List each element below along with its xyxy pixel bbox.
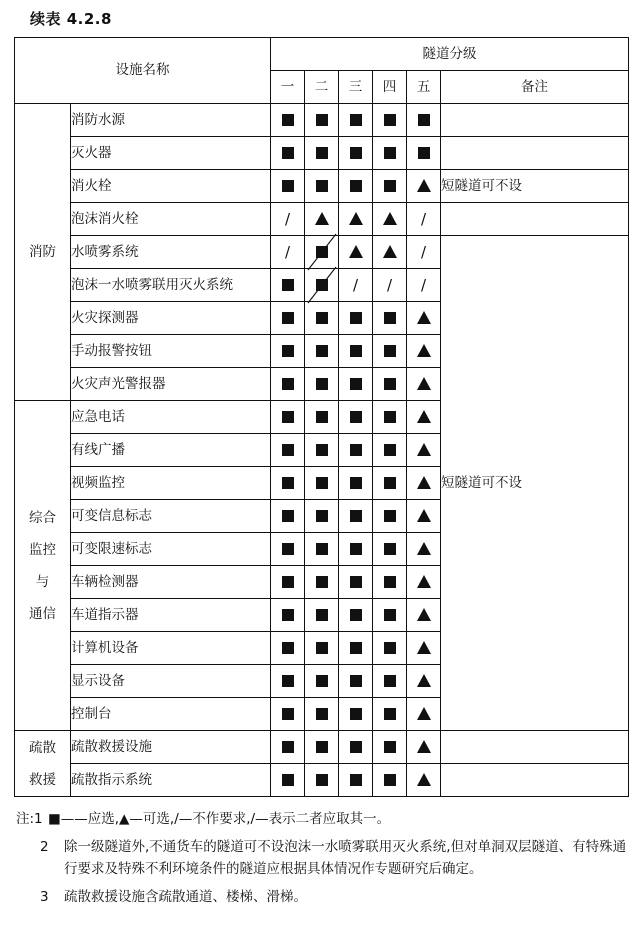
note-text: ■——应选,▲—可选,/—不作要求,/—表示二者应取其一。 [48, 811, 391, 827]
filled-square-icon [316, 345, 328, 357]
required-mark-cell [373, 599, 407, 632]
filled-square-icon [384, 741, 396, 753]
table-row [15, 170, 629, 203]
filled-square-icon [350, 675, 362, 687]
filled-triangle-icon [383, 212, 397, 225]
slash-icon: / [386, 275, 393, 294]
grade-header: 一 [271, 71, 305, 104]
filled-square-icon [282, 444, 294, 456]
required-mark-cell [271, 467, 305, 500]
filled-square-icon [282, 378, 294, 390]
required-mark-cell [373, 665, 407, 698]
filled-square-icon [316, 741, 328, 753]
required-mark-cell [339, 368, 373, 401]
required-mark-cell [373, 335, 407, 368]
optional-mark-cell [407, 302, 441, 335]
required-mark-cell [271, 731, 305, 764]
empty-remark-cell [441, 137, 629, 170]
empty-remark-cell [441, 104, 629, 137]
facility-name: 有线广播 [71, 434, 271, 467]
required-mark-cell [339, 335, 373, 368]
filled-square-icon [350, 345, 362, 357]
required-mark-cell [271, 302, 305, 335]
facility-name: 可变限速标志 [71, 533, 271, 566]
filled-square-icon [384, 477, 396, 489]
filled-square-icon [350, 609, 362, 621]
filled-square-icon [384, 576, 396, 588]
facility-name: 消防水源 [71, 104, 271, 137]
note-label: 注:1 [16, 811, 43, 827]
required-mark-cell [339, 731, 373, 764]
filled-square-icon [282, 708, 294, 720]
filled-square-icon [282, 609, 294, 621]
filled-square-icon [384, 510, 396, 522]
required-mark-cell [339, 137, 373, 170]
filled-square-icon [282, 675, 294, 687]
filled-square-icon [316, 675, 328, 687]
required-mark-cell [305, 104, 339, 137]
either-or-mark-cell [305, 269, 339, 302]
required-mark-cell [305, 170, 339, 203]
note-label: 2 [40, 839, 49, 855]
filled-triangle-icon [417, 509, 431, 522]
filled-square-icon [384, 378, 396, 390]
filled-square-icon [384, 774, 396, 786]
optional-mark-cell [407, 434, 441, 467]
filled-square-icon [282, 642, 294, 654]
filled-triangle-icon [417, 377, 431, 390]
required-mark-cell [305, 302, 339, 335]
required-mark-cell [271, 368, 305, 401]
filled-square-icon [282, 576, 294, 588]
filled-square-icon [384, 543, 396, 555]
filled-square-icon [384, 609, 396, 621]
filled-square-icon [282, 477, 294, 489]
filled-square-icon [350, 378, 362, 390]
filled-square-icon [282, 312, 294, 324]
required-mark-cell [339, 302, 373, 335]
required-mark-cell [339, 764, 373, 797]
not-required-mark-cell [407, 203, 441, 236]
required-mark-cell [305, 335, 339, 368]
category-monitoring-communication [15, 401, 71, 731]
facility-name: 泡沫消火栓 [71, 203, 271, 236]
required-mark-cell [305, 566, 339, 599]
filled-square-icon [282, 774, 294, 786]
optional-mark-cell [407, 566, 441, 599]
not-required-mark-cell [407, 269, 441, 302]
required-mark-cell [305, 500, 339, 533]
required-mark-cell [339, 104, 373, 137]
required-mark-cell [373, 302, 407, 335]
required-mark-cell [373, 533, 407, 566]
filled-triangle-icon [417, 344, 431, 357]
facility-name: 车辆检测器 [71, 566, 271, 599]
required-mark-cell [339, 500, 373, 533]
optional-mark-cell [407, 731, 441, 764]
filled-triangle-icon [417, 410, 431, 423]
filled-square-icon [282, 510, 294, 522]
facility-name: 显示设备 [71, 665, 271, 698]
required-mark-cell [373, 698, 407, 731]
required-mark-cell [373, 137, 407, 170]
grade-header: 四 [373, 71, 407, 104]
required-mark-cell [271, 434, 305, 467]
required-mark-cell [373, 764, 407, 797]
table-row [15, 764, 629, 797]
required-mark-cell [305, 434, 339, 467]
required-mark-cell [339, 566, 373, 599]
filled-square-icon [282, 147, 294, 159]
filled-square-icon [384, 114, 396, 126]
required-mark-cell [271, 401, 305, 434]
required-mark-cell [373, 500, 407, 533]
filled-square-icon [316, 147, 328, 159]
required-mark-cell [339, 533, 373, 566]
required-mark-cell [305, 368, 339, 401]
required-mark-cell [339, 434, 373, 467]
filled-square-icon [282, 411, 294, 423]
filled-square-icon [316, 576, 328, 588]
not-required-mark-cell [271, 203, 305, 236]
filled-square-icon [316, 477, 328, 489]
empty-remark-cell [441, 764, 629, 797]
required-mark-cell [305, 764, 339, 797]
required-mark-cell [305, 137, 339, 170]
filled-square-icon [350, 312, 362, 324]
note-text: 疏散救援设施含疏散通道、楼梯、滑梯。 [64, 889, 307, 905]
filled-triangle-icon [417, 311, 431, 324]
category-line: 监控 [29, 541, 56, 558]
filled-square-icon [316, 774, 328, 786]
table-row [15, 104, 629, 137]
filled-square-icon [316, 708, 328, 720]
table-row [15, 137, 629, 170]
facility-name: 泡沫一水喷雾联用灭火系统 [71, 269, 271, 302]
filled-square-icon [316, 444, 328, 456]
filled-triangle-icon [383, 245, 397, 258]
required-mark-cell [271, 137, 305, 170]
grade-header: 五 [407, 71, 441, 104]
filled-square-icon [316, 114, 328, 126]
required-mark-cell [373, 731, 407, 764]
category-line: 救援 [29, 771, 56, 788]
required-mark-cell [339, 632, 373, 665]
filled-triangle-icon [349, 245, 363, 258]
required-mark-cell [271, 335, 305, 368]
filled-square-icon [384, 411, 396, 423]
required-mark-cell [373, 170, 407, 203]
filled-square-icon [316, 543, 328, 555]
facility-name-header: 设施名称 [15, 38, 271, 104]
required-mark-cell [271, 665, 305, 698]
facility-name: 疏散救援设施 [71, 731, 271, 764]
not-required-mark-cell [339, 269, 373, 302]
required-mark-cell [373, 434, 407, 467]
optional-mark-cell [339, 236, 373, 269]
filled-square-icon [418, 147, 430, 159]
filled-square-icon [350, 708, 362, 720]
slash-icon: / [420, 242, 427, 261]
filled-triangle-icon [417, 179, 431, 192]
optional-mark-cell [407, 599, 441, 632]
required-mark-cell [305, 467, 339, 500]
required-mark-cell [339, 665, 373, 698]
filled-triangle-icon [417, 443, 431, 456]
required-mark-cell [271, 566, 305, 599]
required-mark-cell [339, 698, 373, 731]
filled-square-icon [316, 378, 328, 390]
filled-square-icon [384, 345, 396, 357]
filled-square-icon [282, 741, 294, 753]
required-mark-cell [407, 137, 441, 170]
empty-remark-cell [441, 203, 629, 236]
filled-square-icon [384, 180, 396, 192]
slash-icon: / [420, 209, 427, 228]
optional-mark-cell [407, 533, 441, 566]
optional-mark-cell [305, 203, 339, 236]
either-or-slash-icon [302, 267, 342, 303]
required-mark-cell [271, 599, 305, 632]
table-row [15, 236, 629, 269]
required-mark-cell [271, 632, 305, 665]
optional-mark-cell [373, 236, 407, 269]
filled-square-icon [350, 477, 362, 489]
filled-square-icon [350, 114, 362, 126]
required-mark-cell [407, 104, 441, 137]
filled-square-icon [350, 444, 362, 456]
category-evacuation-rescue [15, 731, 71, 797]
category-fire: 消防 [15, 104, 71, 401]
facility-name: 控制台 [71, 698, 271, 731]
filled-triangle-icon [417, 674, 431, 687]
facility-name: 应急电话 [71, 401, 271, 434]
required-mark-cell [305, 533, 339, 566]
note-text: 除一级隧道外,不通货车的隧道可不设泡沫一水喷雾联用灭火系统,但对单洞双层隧道、有特殊通行要求及特殊不利环境条件的隧道应根据具体情况作专题研究后确定。 [64, 839, 627, 877]
facility-name: 可变信息标志 [71, 500, 271, 533]
tunnel-grading-header: 隧道分级 [271, 38, 629, 71]
required-mark-cell [305, 632, 339, 665]
filled-square-icon [316, 411, 328, 423]
required-mark-cell [373, 566, 407, 599]
optional-mark-cell [407, 170, 441, 203]
note-label: 3 [40, 889, 49, 905]
filled-triangle-icon [417, 641, 431, 654]
filled-square-icon [350, 510, 362, 522]
required-mark-cell [373, 401, 407, 434]
required-mark-cell [305, 731, 339, 764]
filled-triangle-icon [417, 575, 431, 588]
required-mark-cell [373, 368, 407, 401]
filled-square-icon [350, 642, 362, 654]
facility-name: 计算机设备 [71, 632, 271, 665]
slash-icon: / [284, 242, 291, 261]
optional-mark-cell [407, 764, 441, 797]
filled-square-icon [350, 774, 362, 786]
filled-triangle-icon [349, 212, 363, 225]
filled-square-icon [350, 741, 362, 753]
facility-name: 火灾探测器 [71, 302, 271, 335]
empty-remark-cell [441, 731, 629, 764]
facility-name: 水喷雾系统 [71, 236, 271, 269]
filled-square-icon [350, 543, 362, 555]
required-mark-cell [373, 467, 407, 500]
required-mark-cell [373, 104, 407, 137]
filled-square-icon [384, 708, 396, 720]
required-mark-cell [305, 698, 339, 731]
facility-grading-table [14, 37, 629, 797]
required-mark-cell [305, 599, 339, 632]
optional-mark-cell [407, 698, 441, 731]
required-mark-cell [305, 665, 339, 698]
filled-square-icon [350, 411, 362, 423]
filled-square-icon [282, 279, 294, 291]
required-mark-cell [339, 467, 373, 500]
facility-name: 火灾声光警报器 [71, 368, 271, 401]
note-2 [16, 836, 628, 880]
table-notes [16, 808, 628, 908]
filled-square-icon [282, 114, 294, 126]
filled-square-icon [316, 510, 328, 522]
optional-mark-cell [407, 632, 441, 665]
filled-square-icon [282, 180, 294, 192]
filled-triangle-icon [417, 773, 431, 786]
category-line: 疏散 [29, 739, 56, 756]
optional-mark-cell [407, 665, 441, 698]
required-mark-cell [305, 401, 339, 434]
remark-cell: 短隧道可不设 [441, 236, 629, 731]
filled-square-icon [350, 576, 362, 588]
filled-square-icon [384, 675, 396, 687]
facility-name: 灭火器 [71, 137, 271, 170]
filled-square-icon [282, 543, 294, 555]
table-row [15, 203, 629, 236]
optional-mark-cell [407, 467, 441, 500]
grade-header: 二 [305, 71, 339, 104]
slash-icon: / [352, 275, 359, 294]
filled-square-icon [350, 180, 362, 192]
filled-square-icon [350, 147, 362, 159]
facility-name: 消火栓 [71, 170, 271, 203]
table-row [15, 731, 629, 764]
optional-mark-cell [407, 368, 441, 401]
optional-mark-cell [407, 335, 441, 368]
filled-square-icon [316, 609, 328, 621]
filled-square-icon [384, 444, 396, 456]
filled-square-icon [316, 642, 328, 654]
required-mark-cell [271, 170, 305, 203]
filled-square-icon [418, 114, 430, 126]
filled-square-icon [384, 642, 396, 654]
required-mark-cell [271, 269, 305, 302]
not-required-mark-cell [271, 236, 305, 269]
required-mark-cell [339, 599, 373, 632]
filled-triangle-icon [417, 476, 431, 489]
filled-triangle-icon [417, 740, 431, 753]
note-1 [16, 808, 628, 830]
required-mark-cell [271, 104, 305, 137]
remark-cell: 短隧道可不设 [441, 170, 629, 203]
filled-triangle-icon [417, 608, 431, 621]
filled-triangle-icon [417, 542, 431, 555]
slash-icon: / [420, 275, 427, 294]
filled-triangle-icon [315, 212, 329, 225]
required-mark-cell [271, 698, 305, 731]
not-required-mark-cell [407, 236, 441, 269]
category-line: 与 [35, 573, 50, 590]
required-mark-cell [271, 500, 305, 533]
required-mark-cell [373, 632, 407, 665]
facility-name: 车道指示器 [71, 599, 271, 632]
optional-mark-cell [373, 203, 407, 236]
filled-square-icon [282, 345, 294, 357]
filled-square-icon [316, 312, 328, 324]
category-line: 综合 [29, 509, 56, 526]
table-continuation-title: 续表 4.2.8 [30, 10, 112, 28]
required-mark-cell [271, 533, 305, 566]
filled-square-icon [384, 147, 396, 159]
optional-mark-cell [339, 203, 373, 236]
category-line: 通信 [29, 605, 56, 622]
grade-header: 三 [339, 71, 373, 104]
required-mark-cell [271, 764, 305, 797]
filled-square-icon [316, 180, 328, 192]
facility-name: 疏散指示系统 [71, 764, 271, 797]
slash-icon: / [284, 209, 291, 228]
note-3 [16, 886, 628, 908]
required-mark-cell [339, 401, 373, 434]
filled-square-icon [384, 312, 396, 324]
filled-triangle-icon [417, 707, 431, 720]
optional-mark-cell [407, 500, 441, 533]
not-required-mark-cell [373, 269, 407, 302]
remarks-header: 备注 [441, 71, 629, 104]
either-or-slash-icon [302, 234, 342, 270]
facility-name: 手动报警按钮 [71, 335, 271, 368]
optional-mark-cell [407, 401, 441, 434]
facility-name: 视频监控 [71, 467, 271, 500]
either-or-mark-cell [305, 236, 339, 269]
required-mark-cell [339, 170, 373, 203]
